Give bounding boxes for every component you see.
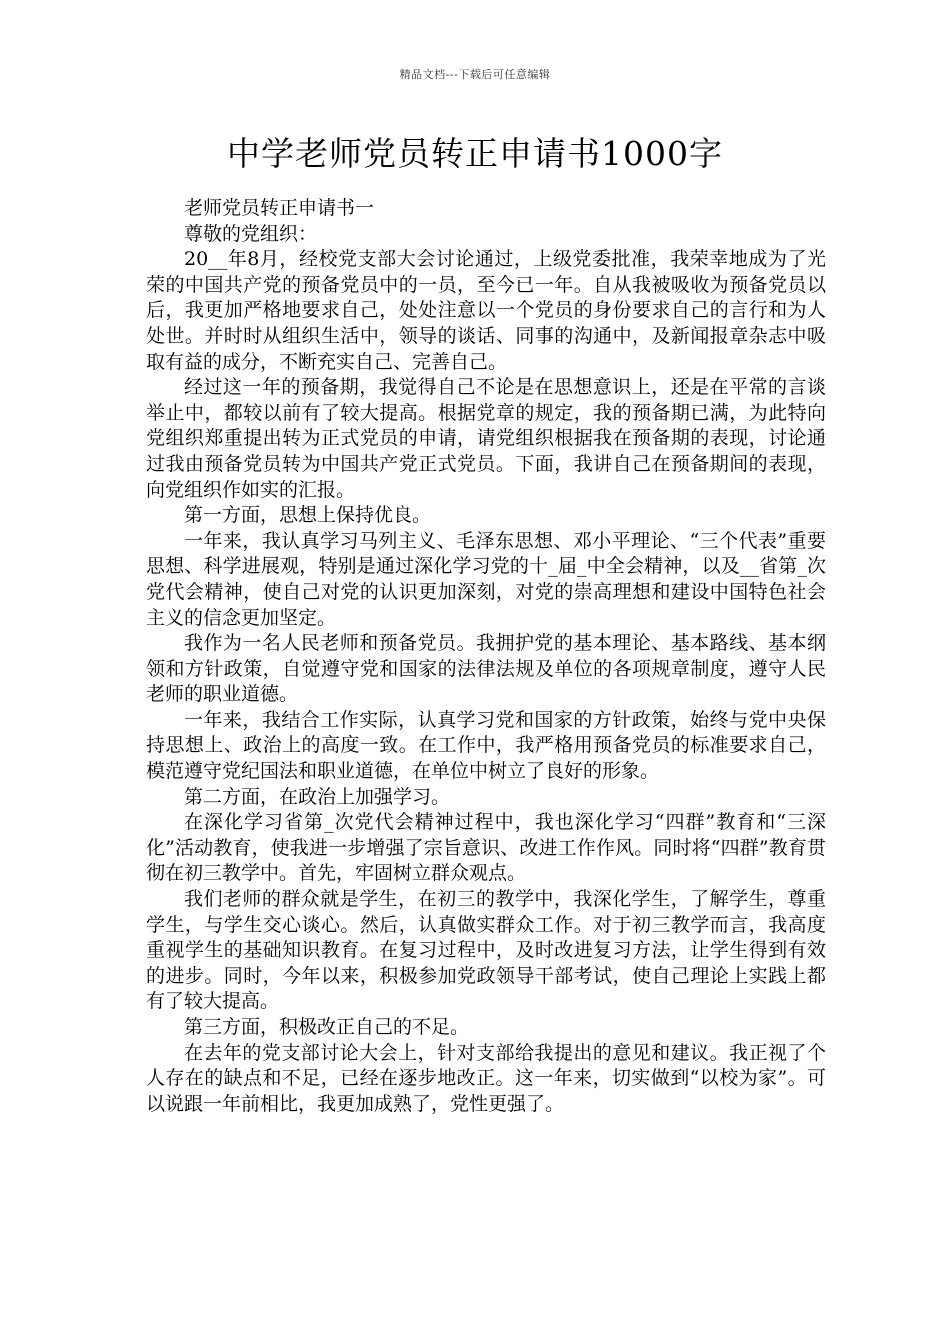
paragraph: 经过这一年的预备期，我觉得自己不论是在思想意识上，还是在平常的言谈举止中，都较以前有了较大提高。根据党章的规定，我的预备期已满，为此特向党组织郑重提出转为正式党员的申请，请党组织根据我在预备期的表现，讨论通过我由预备党员转为中国共产党正式党员。下面，我讲自己在预备期间的表现，向党组织作如实的汇报。 bbox=[146, 376, 826, 501]
paragraph: 我们老师的群众就是学生，在初三的教学中，我深化学生，了解学生，尊重学生，与学生交心谈心。然后，认真做实群众工作。对于初三教学而言，我高度重视学生的基础知识教育。在复习过程中，及时改进复习方法，让学生得到有效的进步。同时，今年以来，积极参加党政领导干部考试，使自己理论上实践上都有了较大提高。 bbox=[146, 888, 826, 1013]
header-note: 精品文档---下载后可任意编辑 bbox=[399, 68, 551, 81]
document-body bbox=[146, 196, 826, 1117]
section-heading: 第三方面，积极改正自己的不足。 bbox=[184, 1016, 470, 1038]
paragraph: 我作为一名人民老师和预备党员。我拥护党的基本理论、基本路线、基本纲领和方针政策，自觉遵守党和国家的法律法规及单位的各项规章制度，遵守人民老师的职业道德。 bbox=[146, 632, 826, 706]
paragraph: 一年来，我结合工作实际，认真学习党和国家的方针政策，始终与党中央保持思想上、政治上的高度一致。在工作中，我严格用预备党员的标准要求自己，模范遵守党纪国法和职业道德，在单位中树立了良好的形象。 bbox=[146, 708, 826, 783]
section-heading: 第一方面，思想上保持优良。 bbox=[184, 504, 432, 527]
paragraph-salutation: 尊敬的党组织： bbox=[184, 222, 318, 245]
paragraph: 一年来，我认真学习马列主义、毛泽东思想、邓小平理论、“三个代表”重要思想、科学进展观，特别是通过深化学习党的十_届_中全会精神，以及__省第_次党代会精神，使自己对党的认识更加深刻，对党的崇高理想和建设中国特色社会主义的信念更加坚定。 bbox=[146, 529, 826, 629]
section-heading: 第二方面，在政治上加强学习。 bbox=[184, 785, 451, 808]
document-title: 中学老师党员转正申请书1000字 bbox=[227, 134, 723, 173]
paragraph: 在去年的党支部讨论大会上，针对支部给我提出的意见和建议。我正视了个人存在的缺点和不足，已经在逐步地改正。这一年来，切实做到“以校为家”。可以说跟一年前相比，我更加成熟了，党性更强了。 bbox=[146, 1041, 826, 1115]
paragraph: 在深化学习省第_次党代会精神过程中，我也深化学习“四群”教育和“三深化”活动教育，使我进一步增强了宗旨意识、改进工作作风。同时将“四群”教育贯彻在初三教学中。首先，牢固树立群众观点。 bbox=[146, 811, 826, 885]
paragraph-subtitle: 老师党员转正申请书一 bbox=[184, 197, 375, 219]
paragraph: 20__年8月，经校党支部大会讨论通过，上级党委批准，我荣幸地成为了光荣的中国共产党的预备党员中的一员，至今已一年。自从我被吸收为预备党员以后，我更加严格地要求自己，处处注意以一个党员的身份要求自己的言行和为人处世。并时时从组织生活中，领导的谈话、同事的沟通中，及新闻报章杂志中吸取有益的成分，不断充实自己、完善自己。 bbox=[146, 248, 826, 373]
